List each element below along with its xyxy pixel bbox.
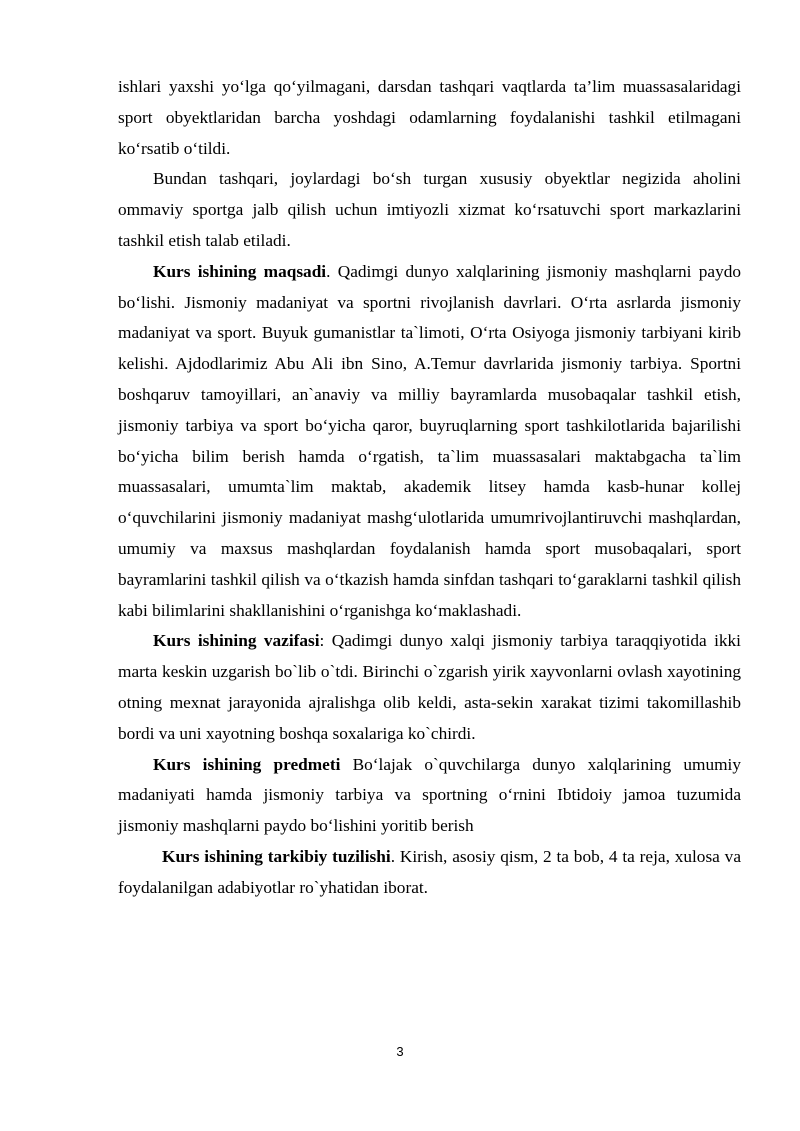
paragraph-course-structure <box>118 842 741 904</box>
text-course-tasks: : Qadimgi dunyo xalqi jismoniy tarbiya taraqqiyotida ikki marta keskin uzgarish bo`lib o`tdi. Birinchi o`zgarish yirik xayvonlarni ovlash xayotining otning mexnat jarayonida ajralishga olib keldi, asta-sekin xarakat tizimi takomillashib bordi va uni xayotning boshqa soxalariga ko`chirdi. <box>118 631 741 743</box>
heading-course-subject: Kurs ishining predmeti <box>153 754 341 774</box>
heading-course-tasks: Kurs ishining vazifasi <box>153 631 320 651</box>
body-text <box>118 72 741 904</box>
paragraph-course-subject <box>118 750 741 842</box>
heading-course-structure: Kurs ishining tarkibiy tuzilishi <box>162 846 391 866</box>
paragraph-sport-centers: Bundan tashqari, joylardagi bo‘sh turgan xususiy obyektlar negizida aholini ommaviy sportga jalb qilish uchun imtiyozli xizmat ko‘rsatuvchi sport markazlarini tashkil etish talab etiladi. <box>118 169 741 250</box>
text-course-structure: . Kirish, asosiy qism, 2 ta bob, 4 ta reja, xulosa va foydalanilgan adabiyotlar ro`yhatidan iborat. <box>118 846 741 897</box>
page-number: 3 <box>396 1044 404 1059</box>
paragraph-continuation: ishlari yaxshi yo‘lga qo‘yilmagani, darsdan tashqari vaqtlarda ta’lim muassasalaridagi sport obyektlaridan barcha yoshdagi odamlarning foydalanishi tashkil etilmagani ko‘rsatib o‘tildi. <box>118 77 741 158</box>
text-course-subject: Bo‘lajak o`quvchilarga dunyo xalqlarining umumiy madaniyati hamda jismoniy tarbiya va sportning o‘rnini Ibtidoiy jamoa tuzumida jismoniy mashqlarni paydo bo‘lishini yoritib berish <box>118 754 741 836</box>
text-course-goal: . Qadimgi dunyo xalqlarining jismoniy mashqlarni paydo bo‘lishi. Jismoniy madaniyat va sportni rivojlanish davrlari. O‘rta asrlarda jismoniy madaniyat va sport. Buyuk gumanistlar ta`limoti, O‘rta Osiyoga jismoniy tarbiyani kirib kelishi. Ajdodlarimiz Abu Ali ibn Sino, A.Temur davrlarida jismoniy tarbiya. Sportni boshqaruv tamoyillari, an`anaviy va milliy bayramlarda musobaqalar tashkil etish, jismoniy tarbiya va sport bo‘yicha qaror, buyruqlarning sport tashkilotlarida bajarilishi bo‘yicha bilim berish hamda o‘rgatish, ta`lim muassasalari maktabgacha ta`lim muassasalari, umumta`lim maktab, akademik litsey hamda kasb-hunar kollej o‘quvchilarini jismoniy madaniyat mashg‘ulotlarida umumrivojlantiruvchi mashqlardan, umumiy va maxsus mashqlardan foydalanish hamda sport musobaqalari, sport bayramlarini tashkil qilish va o‘tkazish hamda sinfdan tashqari to‘garaklarni tashkil qilish kabi bilimlarini shakllanishini o‘rganishga ko‘maklashadi. <box>118 261 741 620</box>
heading-course-goal: Kurs ishining maqsadi <box>153 261 327 281</box>
paragraph-course-goal <box>118 257 741 627</box>
paragraph-course-tasks <box>118 626 741 749</box>
